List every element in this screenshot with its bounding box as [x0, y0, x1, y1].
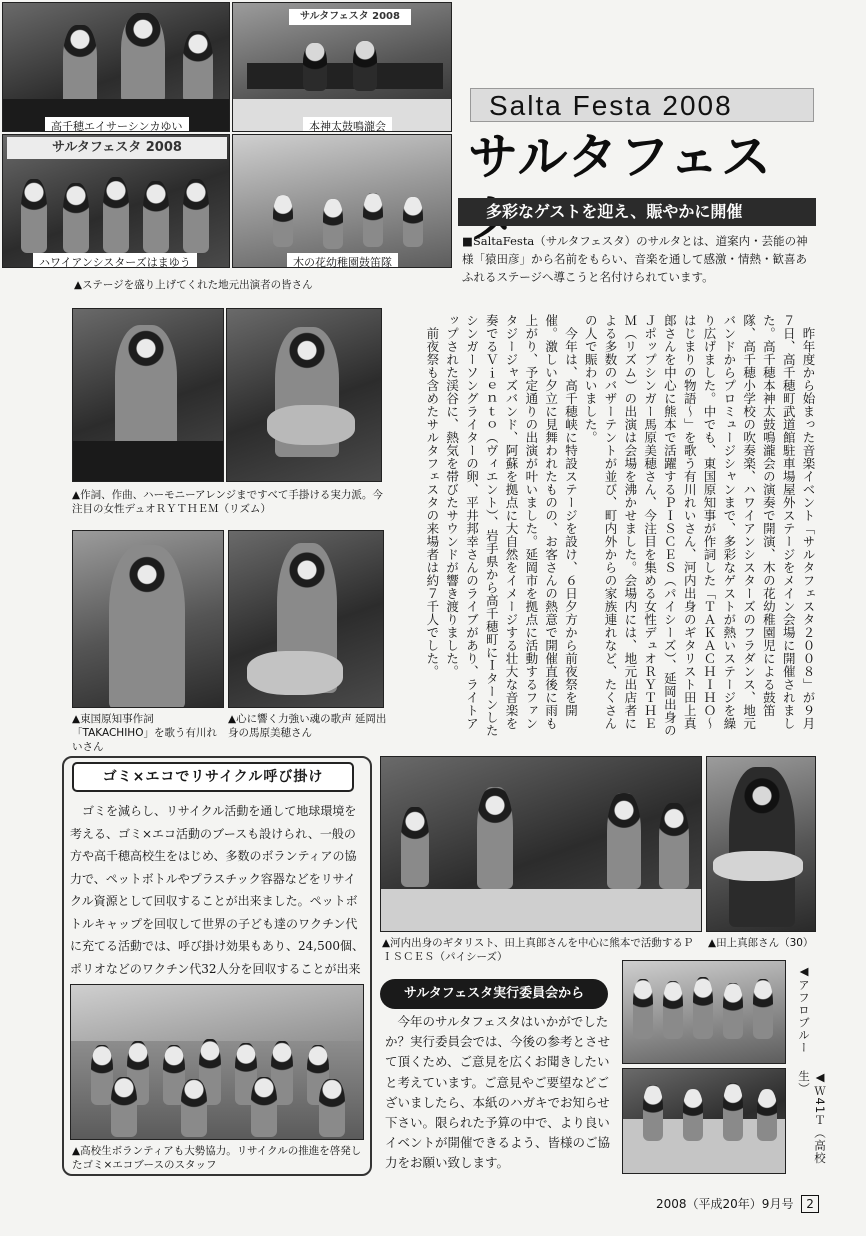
- footer: [656, 1194, 826, 1214]
- afro-blue-caption: ◀アフロブルー: [797, 964, 811, 1054]
- tagami-caption: ▲田上真郎さん（30）: [708, 937, 814, 949]
- photo-eisa-dancers: [2, 2, 230, 132]
- photo-tagami: [706, 756, 816, 932]
- page-number: 2: [801, 1195, 819, 1213]
- english-title-banner: [470, 88, 814, 122]
- issue-date: 2008（平成20年）9月号: [656, 1197, 794, 1211]
- english-title: Salta Festa 2008: [489, 90, 733, 121]
- photo-w41t: [622, 1068, 786, 1174]
- w41t-caption: ◀Ｗ41Ｔ（高校生）: [797, 1070, 827, 1165]
- photo-taiko-drummers: [232, 2, 452, 132]
- eco-body: ゴミを減らし、リサイクル活動を通して地球環境を考える、ゴミ×エコ活動のブースも設けられ、一般の方や高千穂高校生をはじめ、多数のボランティアの協力で、ペットボトルやプラスチック容器などをリサイクル資源として回収することが出来ました。ペットボトルキャップを回収して世界の子ども達のワクチン代に充てる活動では、呼び掛け効果もあり、24,500個、ポリオなどのワクチン代32人分を回収することが出来: [70, 804, 364, 976]
- rythem-caption: ▲作詞、作曲、ハーモニーアレンジまですべて手掛ける実力派。今注目の女性デュオＲＹＴＨＥＭ（リズム）: [72, 489, 383, 515]
- intro-text: ■SaltaFesta（サルタフェスタ）のサルタとは、道案内・芸能の神様「猿田彦」から名前をもらい、音楽を通して感激・情熱・歓喜あふれるステージへ導こうと名付けられています。: [462, 234, 808, 284]
- photo-label-hawaiian: ハワイアンシスターズはまゆう: [33, 253, 197, 268]
- photo-pisces-band: [380, 756, 702, 932]
- photo-kindergarten-band: [232, 134, 452, 268]
- arikawa-caption: ▲東国原知事作詞「TAKACHIHO」を歌う有川れいさん: [72, 713, 217, 753]
- committee-title: サルタフェスタ実行委員会から: [380, 979, 608, 1009]
- subtitle: 多彩なゲストを迎え、賑やかに開催: [486, 202, 743, 221]
- article-paragraph: 昨年度から始まった音楽イベント「サルタフェスタ２００８」が９月７日、高千穂町武道館駐車場屋外ステージをメイン会場に開催されました。高千穂本神太鼓鳴瀧会の演奏で開演、木の花幼稚園児による鼓笛隊、高千穂小学校の吹奏楽、ハワイアンシスターズのフラダンス、地元バンドからプロミュージシャンまで、多彩なゲストが熱いステージを繰り広げました。中でも、東国原知事が作詞した「ＴＡＫＡＣＨＩＨＯ～はじまりの物語～」を歌う有川れいさん、河内出身のギタリスト田上真郎さんを中心に熊本で活躍するＰＩＳＣＥＳ（パイシーズ）、延岡出身のＪポップシンガー馬原美穂さん、今注目を集める女性デュオＲＹＴＨＥＭ（リズム）の出演は会場を沸かせました。会場内には、地元出店者による多数のバザーテントが並び、町内外からの家族連れなど、たくさんの人で賑わいました。: [583, 314, 816, 737]
- mahara-caption: ▲心に響く力強い魂の歌声 延岡出身の馬原美穂さん: [228, 713, 387, 739]
- photo-arikawa-rei: [72, 530, 224, 708]
- photo-eco-staff: [70, 984, 364, 1140]
- photo-afro-blue: [622, 960, 786, 1064]
- photo-label-eisa: 高千穂エイサーシンカゆい: [45, 117, 189, 132]
- eco-caption: ▲高校生ボランティアも大勢協力。リサイクルの推進を啓発したゴミ×エコブースのスタッフ: [72, 1145, 362, 1171]
- pisces-caption: ▲河内出身のギタリスト、田上真郎さんを中心に熊本で活動するＰＩＳＣＥＳ（パイシーズ）: [382, 937, 694, 963]
- eco-title: ゴミ×エコでリサイクル呼び掛け: [72, 762, 354, 792]
- subtitle-banner: [458, 198, 816, 226]
- article-body: [392, 314, 818, 738]
- festa-banner: サルタフェスタ 2008: [289, 9, 411, 25]
- photo-rythem-keyboard: [72, 308, 224, 482]
- photo-mahara-miho: [228, 530, 384, 708]
- photo-rythem-guitar: [226, 308, 382, 482]
- article-paragraph: 前夜祭も含めたサルタフェスタの来場者は約７千人でした。: [424, 326, 440, 678]
- festa-banner: サルタフェスタ 2008: [7, 137, 227, 159]
- top-photos-caption: ▲ステージを盛り上げてくれた地元出演者の皆さん: [74, 279, 313, 291]
- photo-hawaiian-dancers: [2, 134, 230, 268]
- photo-label-taiko: 本神太鼓鳴瀧会: [303, 117, 392, 132]
- committee-body: 今年のサルタフェスタはいかがでしたか？実行委員会では、今後の参考とさせて頂くため、ご意見を広くお聞きしたいと考えています。ご意見やご要望などございましたら、本紙のハガキでお知らせ下さい。限られた予算の中で、より良いイベントが開催できるよう、皆様のご協力をお願い致します。: [385, 1014, 611, 1171]
- photo-label-kindergarten: 木の花幼稚園鼓笛隊: [287, 253, 398, 268]
- article-paragraph: 今年は、高千穂峡に特設ステージを設け、６日夕方から前夜祭を開催。激しい夕立に見舞われたものの、お客さんの熱意で開催直後に雨も上がり、予定通りの出演が叶いました。延岡市を拠点に活動するファンタジージャズバンド、阿蘇を拠点に大自然をイメージする壮大な音楽を奏でるＶｉｅｎｔｏ（ヴィエント）、岩手県から高千穂町にＩターンしたシンガーソングライターの卵、平井邦幸さんのライブがあり、ライトアップされた渓谷に、熱気を帯びたサウンドが響き渡りました。: [444, 314, 579, 737]
- main-title: サルタフェス: [468, 128, 773, 186]
